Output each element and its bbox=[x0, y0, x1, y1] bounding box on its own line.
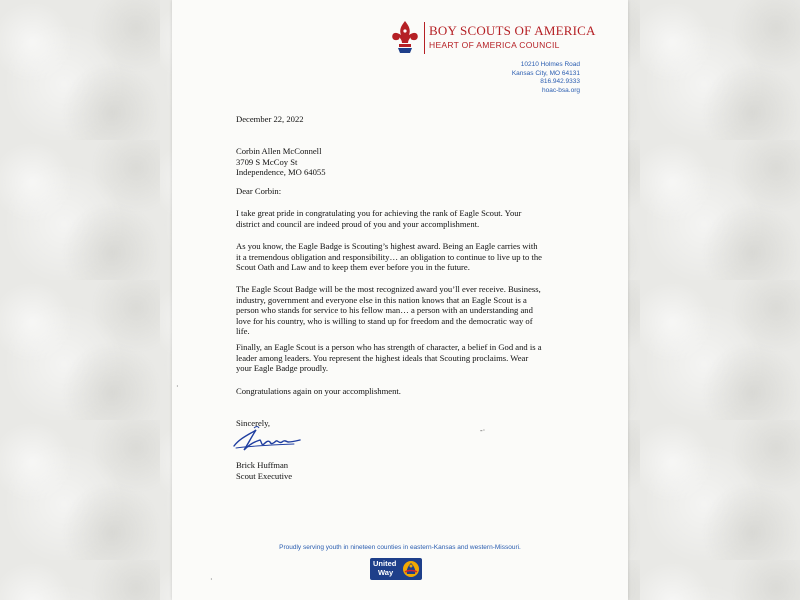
logo-divider bbox=[424, 22, 425, 54]
salutation: Dear Corbin: bbox=[236, 186, 282, 196]
paragraph-line: your Eagle Badge proudly. bbox=[236, 363, 329, 374]
paragraph-line: Finally, an Eagle Scout is a person who has strength of character, a belief in God and is a bbox=[236, 342, 542, 352]
paragraph-5 bbox=[236, 386, 576, 397]
united-way-word-1: United bbox=[373, 559, 397, 568]
letterhead-address bbox=[512, 61, 580, 95]
paragraph-line: I take great pride in congratulating you for achieving the rank of Eagle Scout. Your bbox=[236, 208, 522, 218]
address-street: 10210 Holmes Road bbox=[520, 61, 580, 68]
paragraph-1 bbox=[236, 208, 576, 229]
closing: Sincerely, bbox=[236, 418, 271, 428]
paragraph-line: The Eagle Scout Badge will be the most recognized award you’ll ever receive. Business, bbox=[236, 284, 541, 294]
signer-name: Brick Huffman bbox=[236, 460, 289, 470]
paragraph-line: industry, government and everyone else in this nation knows that an Eagle Scout is a bbox=[236, 294, 527, 305]
scan-speck: · bbox=[176, 382, 179, 391]
paragraph-line: love for his country, who is willing to stand up for freedom and the democratic way of bbox=[236, 315, 533, 326]
paragraph-line: it a tremendous obligation and responsibility… an obligation to continue to live up to the bbox=[236, 251, 542, 262]
paragraph-line: Congratulations again on your accomplishment. bbox=[236, 386, 401, 396]
united-way-word-2: Way bbox=[378, 568, 394, 577]
paragraph-line: life. bbox=[236, 326, 250, 337]
address-phone: 816.942.9333 bbox=[540, 78, 580, 85]
united-way-emblem-icon bbox=[402, 560, 420, 578]
paragraph-line: leader among leaders. You represent the highest ideals that Scouting proclaims. Wear bbox=[236, 352, 529, 363]
recipient-street: 3709 S McCoy St bbox=[236, 156, 298, 167]
footer-tagline: Proudly serving youth in nineteen counties in eastern-Kansas and western-Missouri. bbox=[279, 544, 521, 551]
bsa-logo bbox=[390, 20, 596, 56]
recipient-city: Independence, MO 64055 bbox=[236, 167, 326, 178]
recipient-name: Corbin Allen McConnell bbox=[236, 146, 322, 156]
scan-speck: -· bbox=[480, 426, 486, 435]
paragraph-line: person who stands for service to his fellow man… a person with an understanding and bbox=[236, 305, 533, 316]
council-name: HEART OF AMERICA COUNCIL bbox=[429, 40, 560, 50]
signer-block bbox=[236, 460, 576, 481]
signer-title: Scout Executive bbox=[236, 470, 293, 481]
fleur-de-lis-icon bbox=[390, 20, 420, 54]
address-city: Kansas City, MO 64131 bbox=[511, 69, 580, 77]
org-name: BOY SCOUTS OF AMERICA bbox=[429, 23, 596, 38]
address-website: hoac-bsa.org bbox=[542, 86, 580, 94]
united-way-logo bbox=[370, 558, 422, 580]
paragraph-3 bbox=[236, 284, 576, 337]
handwritten-signature bbox=[230, 424, 304, 454]
paragraph-2 bbox=[236, 241, 576, 273]
paragraph-line: Scout Oath and Law and to keep them ever before you in the future. bbox=[236, 262, 470, 273]
paragraph-line: As you know, the Eagle Badge is Scouting’s highest award. Being an Eagle carries with bbox=[236, 241, 538, 251]
scan-speck: · bbox=[210, 575, 213, 584]
recipient-address bbox=[236, 146, 576, 178]
paragraph-line: district and council are indeed proud of you and your accomplishment. bbox=[236, 218, 480, 229]
paragraph-4 bbox=[236, 342, 576, 374]
letter-date: December 22, 2022 bbox=[236, 114, 304, 124]
letter-page bbox=[172, 0, 628, 600]
